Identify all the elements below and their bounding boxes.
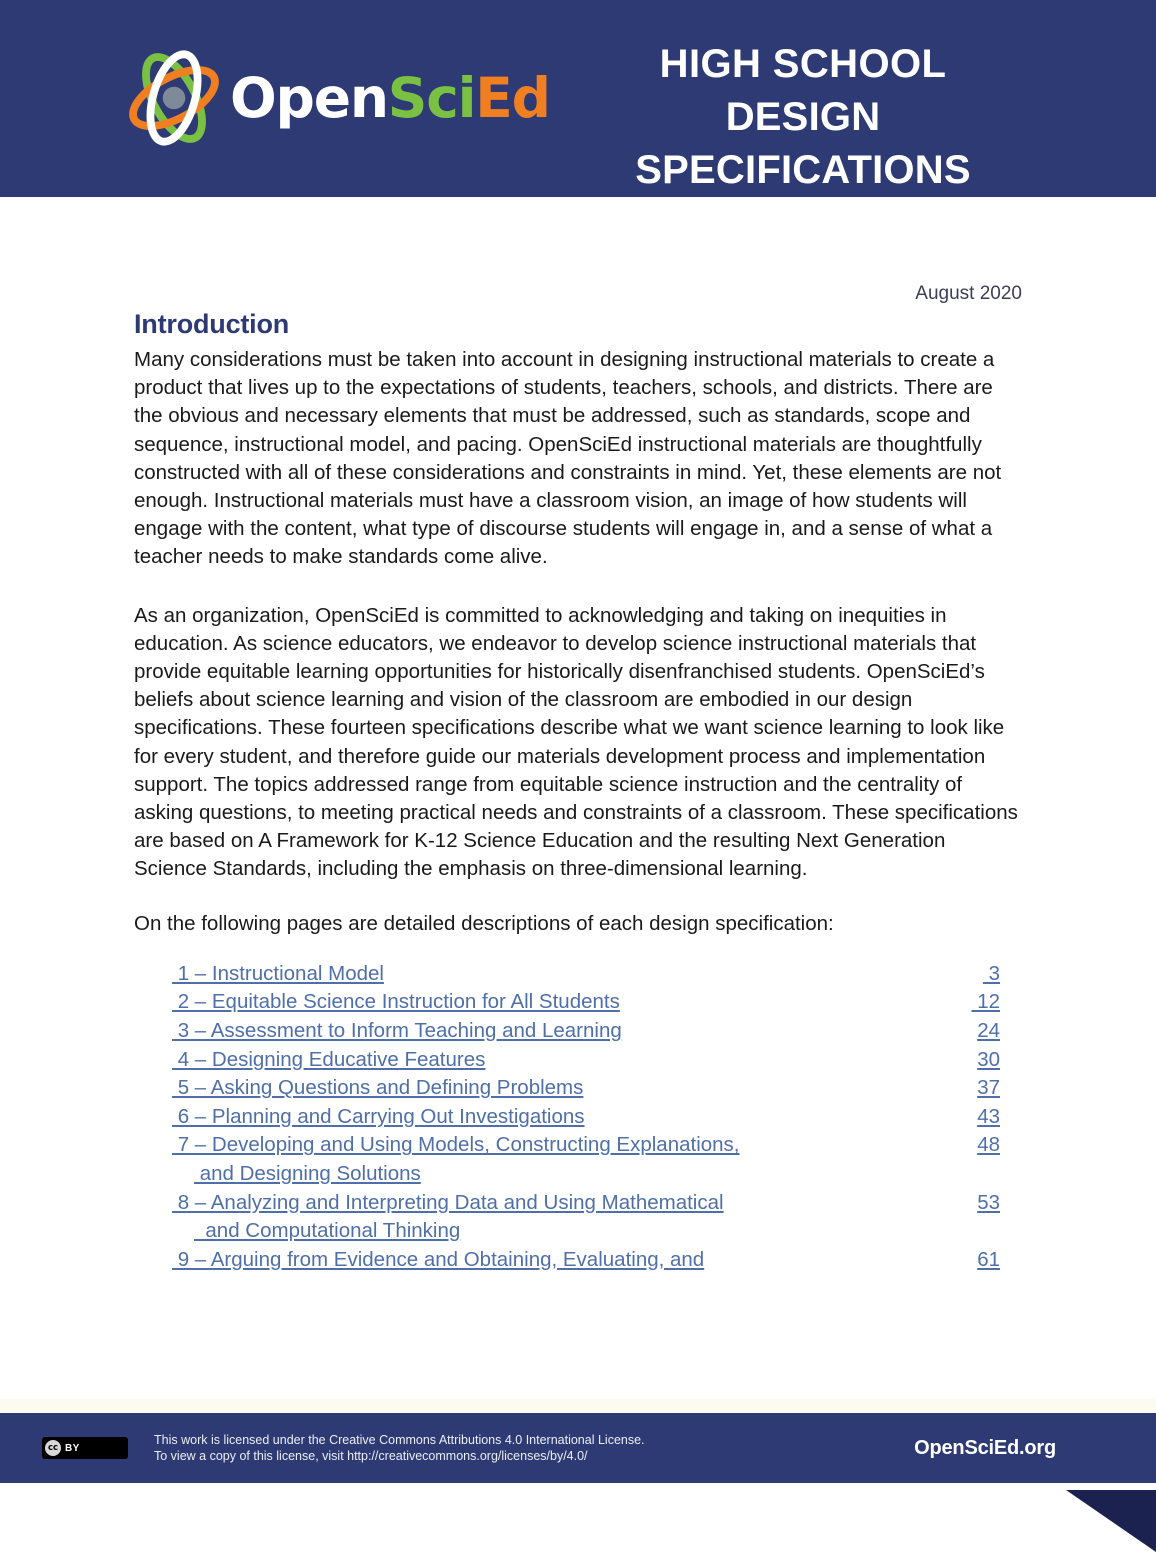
document-date: August 2020 <box>915 283 1022 304</box>
intro-paragraph-3: On the following pages are detailed descriptions of each design specification: <box>134 911 834 935</box>
toc-entry-page[interactable]: 12 <box>971 990 1000 1014</box>
toc-entry-6[interactable] <box>172 1103 1022 1132</box>
toc-entry-7-continuation[interactable] <box>172 1160 1022 1189</box>
toc-entry-8-continuation[interactable] <box>172 1217 1022 1246</box>
header-title-line2: DESIGN SPECIFICATIONS <box>635 95 971 193</box>
page-body <box>0 197 1156 1399</box>
toc-entry-label[interactable]: 7 – Developing and Using Models, Constructing Explanations, <box>172 1133 740 1157</box>
toc-entry-5[interactable] <box>172 1074 1022 1103</box>
license-line-1: This work is licensed under the Creative Commons Attributions 4.0 International License. <box>154 1432 645 1447</box>
header-corner-notch <box>1066 1490 1156 1552</box>
page-header <box>0 0 1156 197</box>
toc-entry-page[interactable]: 53 <box>977 1190 1000 1214</box>
toc-entry-label[interactable]: 8 – Analyzing and Interpreting Data and Using Mathematical <box>172 1190 724 1214</box>
toc-entry-9[interactable] <box>172 1246 1022 1275</box>
toc-entry-label[interactable]: 3 – Assessment to Inform Teaching and Learning <box>172 1019 622 1043</box>
header-title <box>560 38 1046 197</box>
creative-commons-badge-icon[interactable] <box>42 1437 128 1459</box>
toc-entry-label[interactable]: and Designing Solutions <box>194 1162 421 1186</box>
toc-entry-page[interactable]: 61 <box>977 1247 1000 1271</box>
toc-entry-page[interactable]: 30 <box>977 1047 1000 1071</box>
atom-logo-icon <box>122 46 226 150</box>
footer-website-link[interactable]: OpenSciEd.org <box>914 1436 1056 1459</box>
header-content <box>0 0 1156 197</box>
toc-entry-label[interactable]: 5 – Asking Questions and Defining Problems <box>172 1076 584 1100</box>
toc-entry-8[interactable] <box>172 1189 1022 1218</box>
toc-entry-2[interactable] <box>172 988 1022 1017</box>
toc-entry-1[interactable] <box>172 960 1022 989</box>
page-footer <box>0 1413 1156 1483</box>
toc-entry-7[interactable] <box>172 1131 1022 1160</box>
toc-entry-page[interactable]: 24 <box>977 1019 1000 1043</box>
openscied-logo[interactable] <box>122 46 550 150</box>
page-title: Introduction <box>134 309 290 339</box>
toc-entry-label[interactable]: and Computational Thinking <box>194 1219 461 1243</box>
toc-entry-label[interactable]: 1 – Instructional Model <box>172 961 384 985</box>
license-text <box>154 1432 645 1465</box>
toc-entry-label[interactable]: 6 – Planning and Carrying Out Investigations <box>172 1104 585 1128</box>
footer-top-band <box>0 1399 1156 1413</box>
toc-entry-label[interactable]: 9 – Arguing from Evidence and Obtaining, Evaluating, and <box>172 1247 705 1271</box>
logo-text-open: Open <box>230 65 388 130</box>
logo-text-sci: Sci <box>387 65 476 130</box>
document-content <box>134 309 1020 1274</box>
table-of-contents <box>172 960 1022 1275</box>
toc-entry-4[interactable] <box>172 1046 1022 1075</box>
toc-entry-label[interactable]: 2 – Equitable Science Instruction for All Students <box>172 990 620 1014</box>
toc-entry-page[interactable]: 43 <box>977 1104 1000 1128</box>
toc-entry-label[interactable]: 4 – Designing Educative Features <box>172 1047 486 1071</box>
toc-entry-page[interactable]: 48 <box>977 1133 1000 1157</box>
cc-by-label: BY <box>65 1442 80 1454</box>
cc-glyph: cc <box>45 1440 61 1456</box>
logo-text-ed: Ed <box>475 65 550 130</box>
intro-paragraph-2: As an organization, OpenSciEd is committed to acknowledging and taking on inequities in education. As science educators, we endeavor to develop science instructional materials that provide equitable learning opportunities for historically disenfranchised students. OpenSciEd’s beliefs about science learning and vision of the classroom are embodied in our design specifications. These fourteen specifications describe what we want science learning to look like for every student, and therefore guide our materials development process and implementation support. The topics addressed range from equitable science instruction and the centrality of asking questions, to meeting practical needs and constraints of a classroom. These specifications are based on A Framework for K-12 Science Education and the resulting Next Generation Science Standards, including the emphasis on three-dimensional learning. <box>134 603 1018 881</box>
toc-entry-page[interactable]: 3 <box>982 961 1000 985</box>
toc-entry-page[interactable]: 37 <box>977 1076 1000 1100</box>
intro-paragraph-1: Many considerations must be taken into account in designing instructional materials to create a product that lives up to the expectations of students, teachers, schools, and districts. There are the obvious and necessary elements that must be addressed, such as standards, scope and sequence, instructional model, and pacing. OpenSciEd instructional materials are thoughtfully constructed with all of these considerations and constraints in mind. Yet, these elements are not enough. Instructional materials must have a classroom vision, an image of how students will engage with the content, what type of discourse students will engage in, and a sense of what a teacher needs to make standards come alive. <box>134 348 1002 569</box>
header-title-line1: HIGH SCHOOL <box>659 42 947 86</box>
license-line-2: To view a copy of this license, visit http://creativecommons.org/licenses/by/4.0/ <box>154 1449 588 1463</box>
footer-content <box>0 1413 1156 1483</box>
logo-wordmark <box>230 65 550 130</box>
toc-entry-3[interactable] <box>172 1017 1022 1046</box>
